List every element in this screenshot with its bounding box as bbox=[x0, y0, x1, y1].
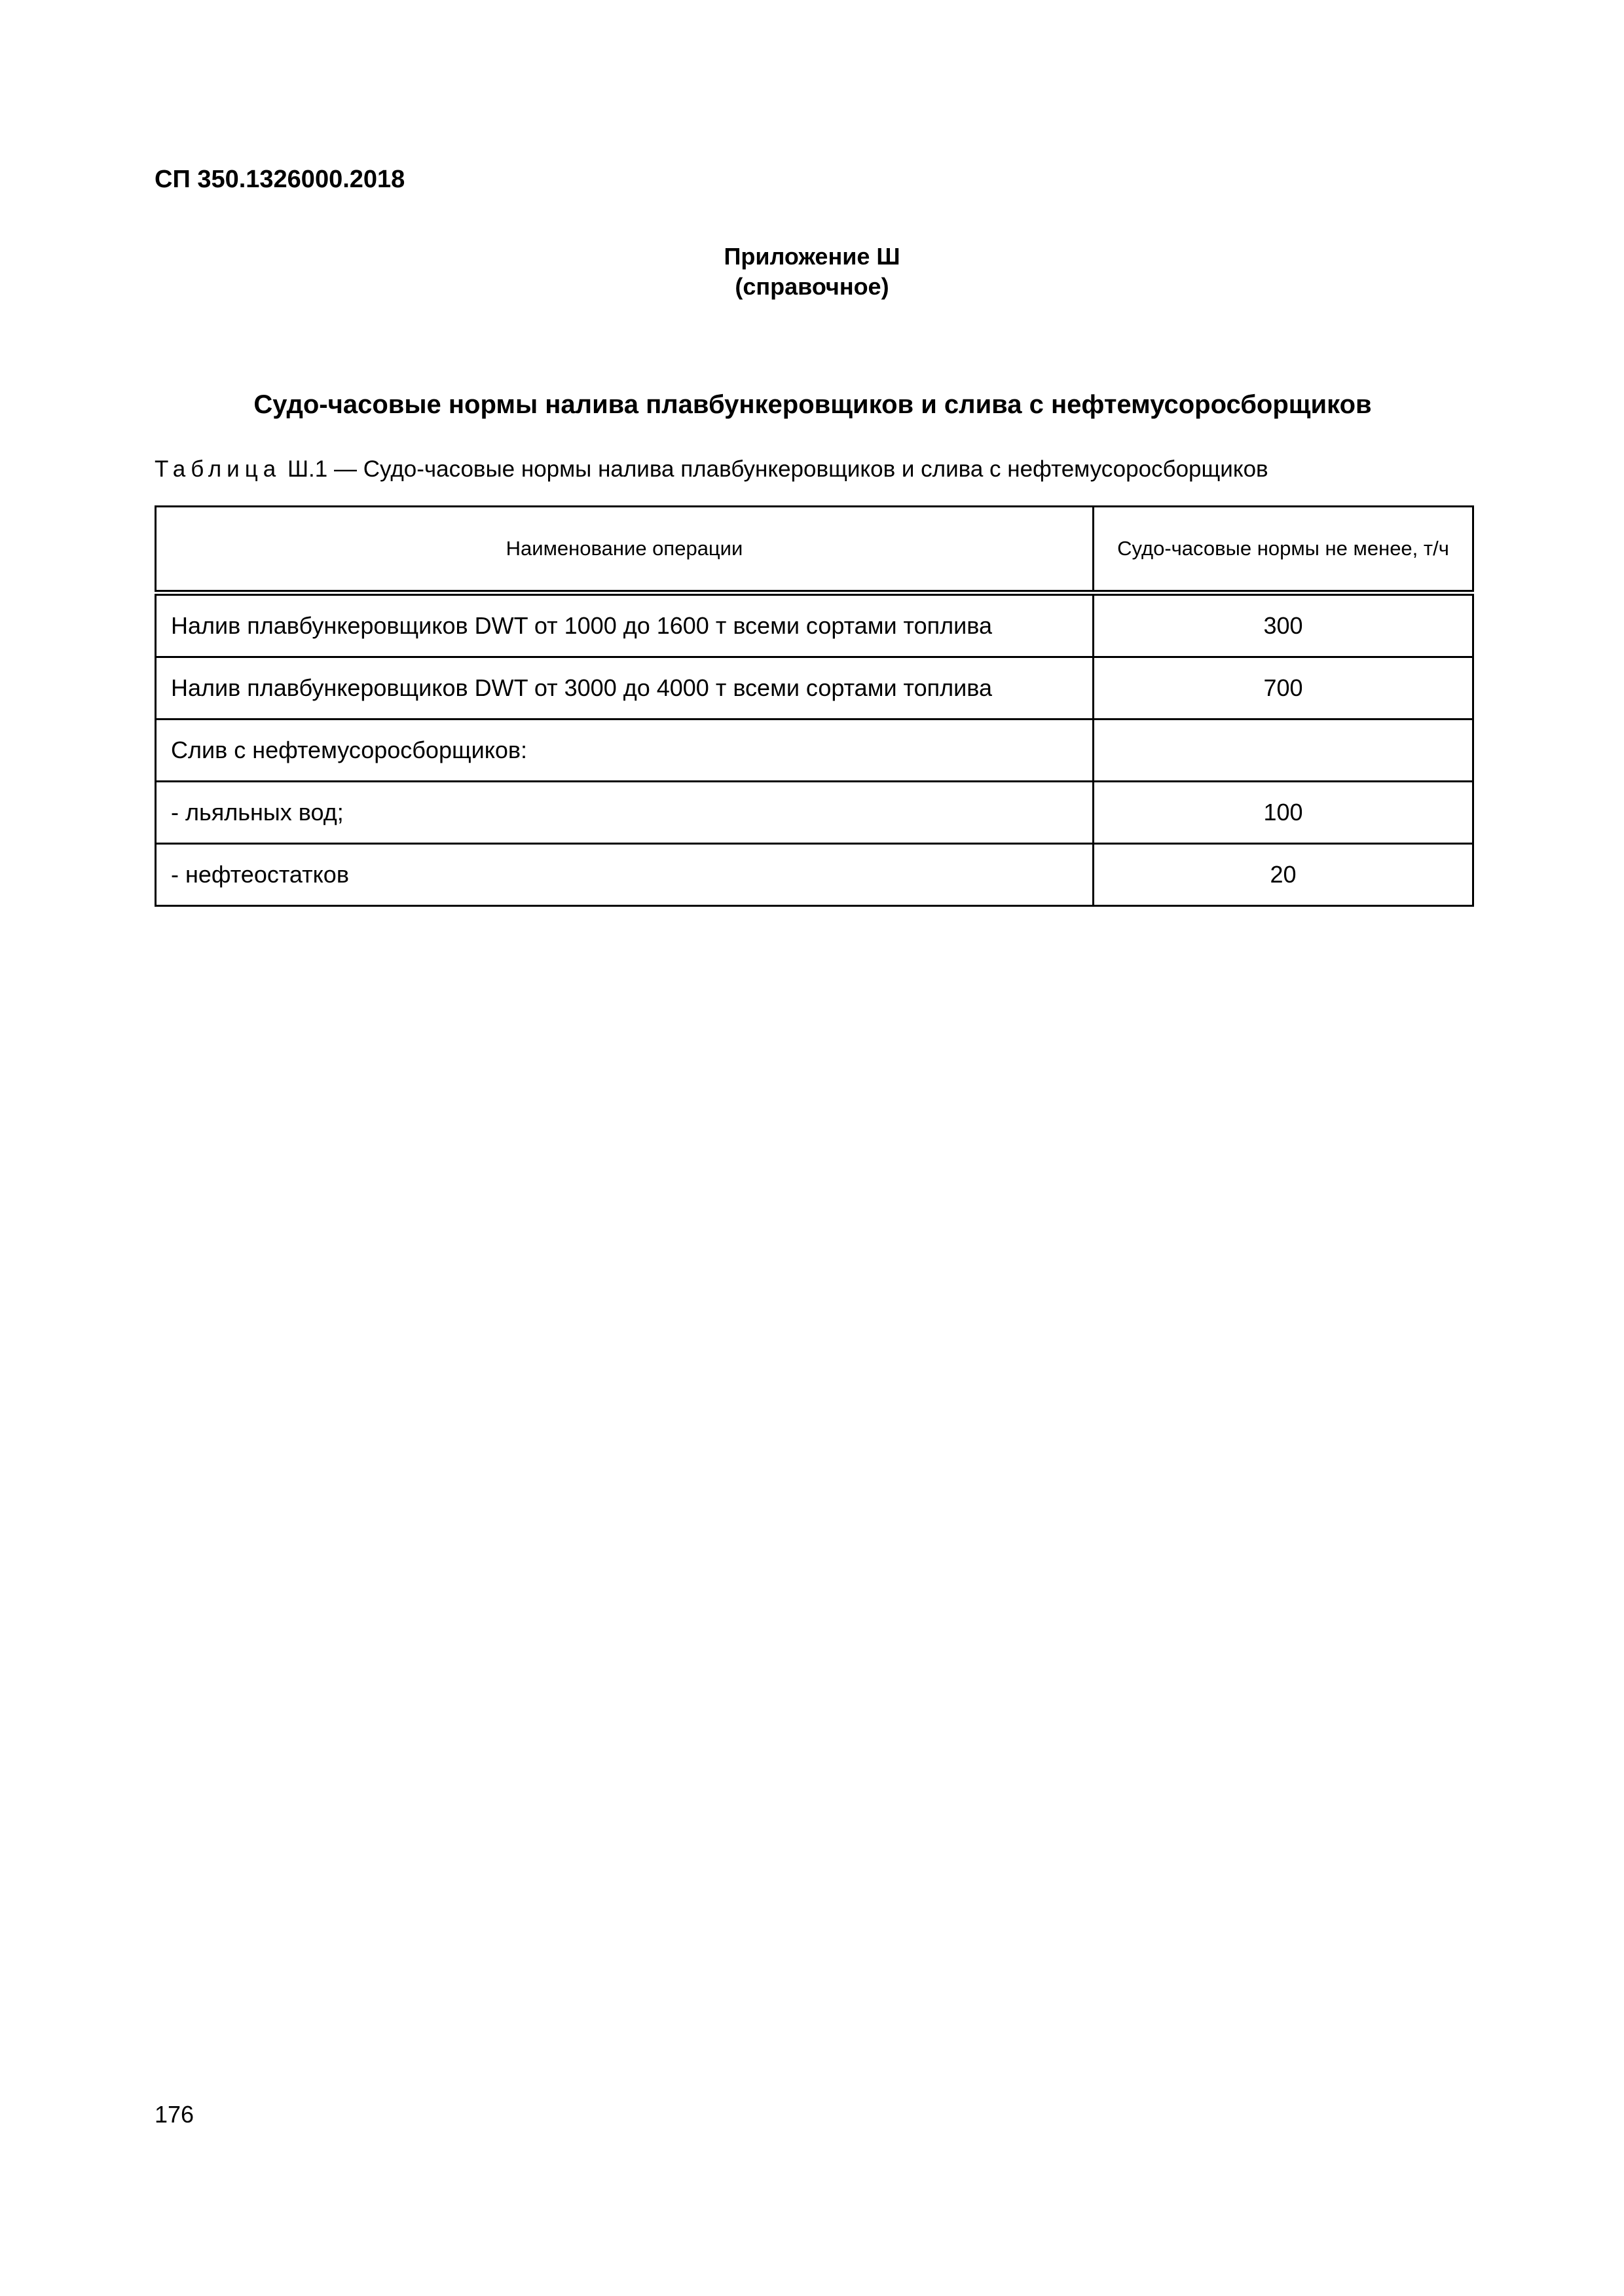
norm-value-cell bbox=[1094, 720, 1473, 782]
table-row bbox=[156, 782, 1473, 844]
header-norm: Судо-часовые нормы не менее, т/ч bbox=[1094, 507, 1473, 593]
table-row bbox=[156, 593, 1473, 657]
operation-cell: Налив плавбункеровщиков DWT от 3000 до 4000 т всеми сортами топлива bbox=[156, 657, 1094, 720]
norm-value-cell: 20 bbox=[1094, 844, 1473, 906]
table-caption-text: — Судо-часовые нормы налива плавбункеровщиков и слива с нефтемусоросборщиков bbox=[333, 456, 1268, 482]
norm-value-cell: 100 bbox=[1094, 782, 1473, 844]
table-caption-number: Ш.1 bbox=[287, 456, 328, 482]
table-row bbox=[156, 844, 1473, 906]
table-row bbox=[156, 657, 1473, 720]
appendix-title: Приложение Ш bbox=[724, 243, 900, 270]
table-header-row bbox=[156, 507, 1473, 593]
norm-value-cell: 700 bbox=[1094, 657, 1473, 720]
table-caption bbox=[155, 456, 1268, 483]
header-operation: Наименование операции bbox=[156, 507, 1094, 593]
page-number: 176 bbox=[155, 2101, 194, 2128]
section-title: Судо-часовые нормы налива плавбункеровщиков и слива с нефтемусоросборщиков bbox=[253, 390, 1372, 419]
operation-cell: Налив плавбункеровщиков DWT от 1000 до 1600 т всеми сортами топлива bbox=[156, 593, 1094, 657]
operation-cell: Слив с нефтемусоросборщиков: bbox=[156, 720, 1094, 782]
operation-cell: - нефтеостатков bbox=[156, 844, 1094, 906]
table-row bbox=[156, 720, 1473, 782]
operation-cell: - льяльных вод; bbox=[156, 782, 1094, 844]
appendix-note: (справочное) bbox=[735, 273, 889, 300]
table-caption-label: Таблица bbox=[155, 456, 282, 482]
norm-value-cell: 300 bbox=[1094, 593, 1473, 657]
document-code: СП 350.1326000.2018 bbox=[155, 166, 405, 193]
norms-table bbox=[155, 505, 1474, 907]
